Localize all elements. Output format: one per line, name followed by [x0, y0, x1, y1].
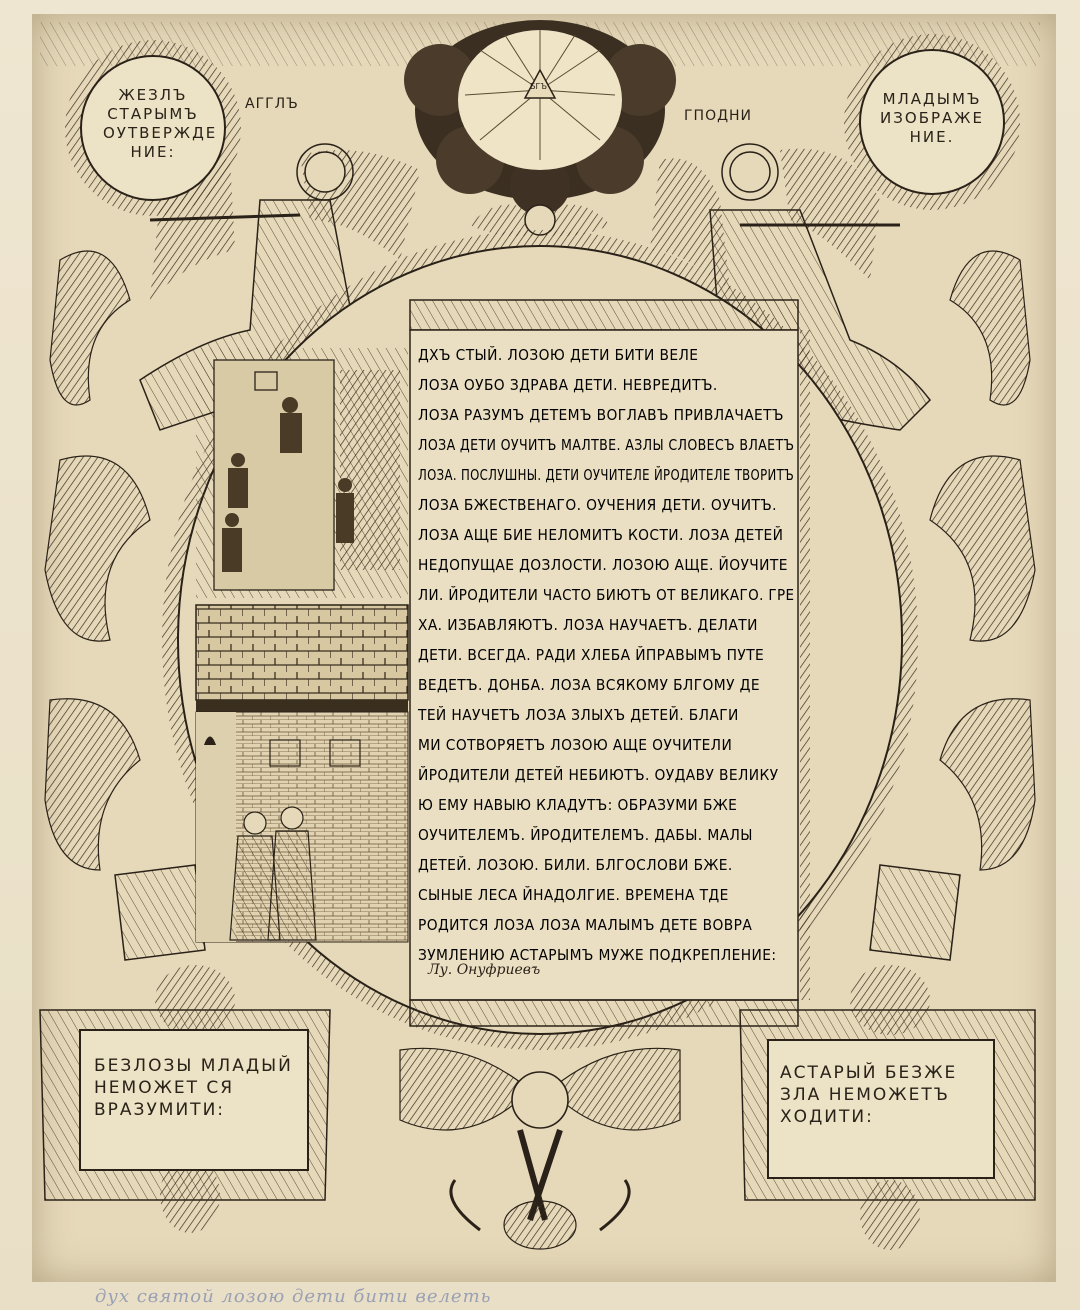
scroll-text-line: ДЕТЕЙ. ЛОЗОЮ. БИЛИ. БЛГОСЛОВИ БЖЕ. — [418, 856, 733, 874]
pencil-note: дух святой лозою дети бити велеть — [95, 1286, 492, 1307]
scroll-text-line: ВЕДЕТЪ. ДОНБА. ЛОЗА ВСЯКОМУ БЛГОМУ ДЕ — [418, 676, 760, 694]
scroll-text-line: РОДИТСЯ ЛОЗА ЛОЗА МАЛЫМЪ ДЕТЕ ВОВРА — [418, 916, 753, 934]
box-right-line: ХОДИТИ: — [780, 1107, 874, 1127]
scroll-text-line: ЛОЗА. ПОСЛУШНЫ. ДЕТИ ОУЧИТЕЛЕ ЙРОДИТЕЛЕ ТВОРИТЪ — [418, 466, 795, 484]
school-scene — [196, 348, 408, 942]
box-right-text — [780, 1062, 957, 1128]
box-left-line: НЕМОЖЕТ СЯ — [94, 1078, 235, 1098]
label-angel-right: ГПОДНИ — [684, 108, 753, 124]
scroll-text-line: ТЕЙ НАУЧЕТЪ ЛОЗА ЗЛЫХЪ ДЕТЕЙ. БЛАГИ — [418, 706, 739, 724]
box-left-line: ВРАЗУМИТИ: — [94, 1100, 226, 1120]
box-right-line: ЗЛА НЕМОЖЕТЪ — [780, 1085, 950, 1105]
medallion-left-line: ОУТВЕРЖДЕ — [103, 124, 218, 142]
medallion-left-line: СТАРЫМЪ — [107, 105, 199, 123]
medallion-right-line: МЛАДЫМЪ — [882, 90, 982, 108]
box-left-line: БЕЗЛОЗЫ МЛАДЫЙ — [94, 1056, 293, 1076]
medallion-left-text — [103, 86, 218, 162]
engraver-signature: Лу. Онуфриевъ — [428, 962, 541, 978]
eye-triangle-label: БГЪ — [530, 82, 548, 91]
scroll-text-line: ЛИ. ЙРОДИТЕЛИ ЧАСТО БИЮТЪ ОТ ВЕЛИКАГО. ГРЕ — [418, 586, 795, 604]
scroll-text-line: ЛОЗА АЩЕ БИЕ НЕЛОМИТЪ КОСТИ. ЛОЗА ДЕТЕЙ — [418, 526, 784, 544]
scroll-text-line: ЛОЗА РАЗУМЪ ДЕТЕМЪ ВОГЛАВЪ ПРИВЛАЧАЕТЪ — [418, 406, 784, 424]
box-left-text — [94, 1055, 293, 1121]
scroll-text-line: ДЕТИ. ВСЕГДА. РАДИ ХЛЕБА ЙПРАВЫМЪ ПУТЕ — [418, 646, 765, 664]
scroll-text-line: ОУЧИТЕЛЕМЪ. ЙРОДИТЕЛЕМЪ. ДАБЫ. МАЛЫ — [418, 826, 753, 844]
scroll-text — [418, 340, 798, 970]
medallion-left-line: ЖЕЗЛЪ — [118, 86, 188, 104]
medallion-right-text — [880, 90, 984, 147]
scroll-text-line: ХА. ИЗБАВЛЯЮТЪ. ЛОЗА НАУЧАЕТЪ. ДЕЛАТИ — [418, 616, 758, 634]
box-right-line: АСТАРЫЙ БЕЗЖЕ — [780, 1063, 958, 1083]
medallion-right-line: НИЕ. — [909, 128, 955, 146]
scroll-text-line: ЛОЗА ОУБО ЗДРАВА ДЕТИ. НЕВРЕДИТЪ. — [418, 376, 718, 394]
medallion-right-line: ИЗОБРАЖЕ — [880, 109, 984, 127]
scroll-text-line: ЛОЗА ДЕТИ ОУЧИТЪ МАЛТВЕ. АЗЛЫ СЛОВЕСЪ ВЛАЕТЪ — [418, 436, 795, 454]
scroll-text-line: СЫНЫЕ ЛЕСА ЙНАДОЛГИЕ. ВРЕМЕНА ТДЕ — [418, 886, 729, 904]
medallion-left-line: НИЕ: — [130, 143, 176, 161]
label-angel-left: АГГЛЪ — [245, 96, 299, 112]
scroll-text-line: ЙРОДИТЕЛИ ДЕТЕЙ НЕБИЮТЪ. ОУДАВУ ВЕЛИКУ — [418, 766, 779, 784]
scroll-text-line: ДХЪ СТЫЙ. ЛОЗОЮ ДЕТИ БИТИ ВЕЛЕ — [418, 346, 699, 364]
cherub-bottom — [400, 1048, 680, 1249]
scroll-text-line: НЕДОПУЩАЕ ДОЗЛОСТИ. ЛОЗОЮ АЩЕ. ЙОУЧИТЕ — [418, 556, 788, 574]
cloud-glory — [404, 20, 676, 215]
scroll-text-line: МИ СОТВОРЯЕТЪ ЛОЗОЮ АЩЕ ОУЧИТЕЛИ — [418, 736, 733, 754]
scroll-text-line: ЗУМЛЕНИЮ АСТАРЫМЪ МУЖЕ ПОДКРЕПЛЕНИЕ: — [418, 946, 777, 964]
scroll-text-line: ЛОЗА БЖЕСТВЕНАГО. ОУЧЕНИЯ ДЕТИ. ОУЧИТЪ. — [418, 496, 777, 514]
scroll-text-line: Ю ЕМУ НАВЫЮ КЛАДУТЪ: ОБРАЗУМИ БЖЕ — [418, 796, 738, 814]
